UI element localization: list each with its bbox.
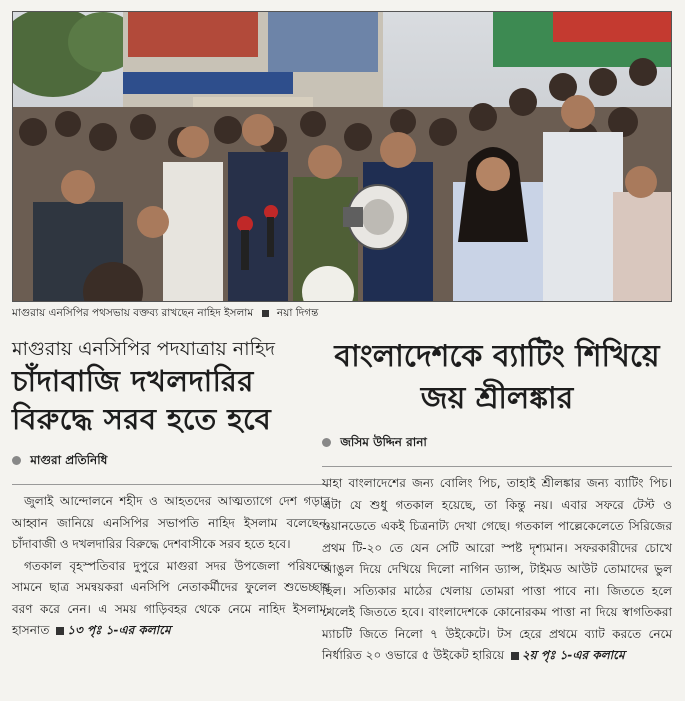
- square-bullet-icon: [56, 627, 64, 635]
- photo-credit: নয়া দিগন্ত: [276, 307, 319, 319]
- bullet-dot-icon: [322, 438, 331, 447]
- right-byline: [322, 434, 672, 454]
- left-body: [12, 491, 330, 642]
- right-body: [322, 473, 672, 667]
- right-continuation[interactable]: [508, 648, 625, 662]
- right-paragraph-1: [322, 473, 672, 667]
- left-kicker: মাগুরায় এনসিপির পদযাত্রায় নাহিদ: [12, 338, 275, 360]
- left-byline-text: মাগুরা প্রতিনিধি: [30, 453, 108, 467]
- left-paragraph-2-text: গতকাল বৃহস্পতিবার দুপুরে মাগুরা সদর উপজেলা পরিষদের সামনে ছাত্র সমন্বয়করা এনসিপি নেতাকর্মীদের ফুলেল শুভেচ্ছায় বরণ করে নেন। এ সময় গাড়িবহর থেকে নেমে নাহিদ ইসলাম, হাসনাত: [12, 558, 330, 637]
- right-continuation-text: ২য় পৃঃ ১-এর কলামে: [521, 648, 625, 662]
- square-bullet-icon: [511, 652, 519, 660]
- left-article: [12, 336, 330, 696]
- left-paragraph-2: [12, 556, 330, 642]
- right-headline[interactable]: বাংলাদেশকে ব্যাটিং শিখিয়ে জয় শ্রীলঙ্কার: [334, 339, 660, 416]
- right-byline-text: জসিম উদ্দিন রানা: [340, 435, 427, 449]
- left-paragraph-1: জুলাই আন্দোলনে শহীদ ও আহতদের আত্মত্যাগে দেশ গড়ার আহ্বান জানিয়ে এনসিপির সভাপতি নাহিদ ইসলাম বলেছেন, চাঁদাবাজী ও দখলদারির বিরুদ্ধে দেশবাসীকে সরব হতে হবে।: [12, 494, 330, 551]
- left-continuation-text: ১৩ পৃঃ ১-এর কলামে: [67, 623, 171, 637]
- caption-text: মাগুরায় এনসিপির পথসভায় বক্তব্য রাখছেন নাহিদ ইসলাম: [12, 307, 254, 319]
- divider: [322, 466, 672, 467]
- left-headline[interactable]: চাঁদাবাজি দখলদারির বিরুদ্ধে সরব হতে হবে: [12, 364, 272, 436]
- left-continuation[interactable]: [53, 623, 170, 637]
- right-article: [322, 336, 672, 696]
- bullet-dot-icon: [12, 456, 21, 465]
- divider: [12, 484, 330, 485]
- news-photo: [12, 11, 672, 302]
- photo-caption: [12, 304, 672, 322]
- right-paragraph-1-text: যাহা বাংলাদেশের জন্য বোলিং পিচ, তাহাই শ্রীলঙ্কার জন্য ব্যাটিং পিচ। এটা যে শুধু গতকাল হয়েছে, তা কিন্তু নয়। এবার সফরে টেস্ট ও ওয়ানডেতে একই চিত্রনাট্য দেখা গেছে। গতকাল পাল্লেকেলেতে সিরিজের প্রথম টি-২০ তে যেন সেটি আরো স্পষ্ট দৃশ্যমান। সফরকারীদের চোখে আঙুল দিয়ে দেখিয়ে দিলো নাগিন ড্যান্স, টাইমড আউট তোমাদের ভুল ছিল। সত্যিকার মাঠের খেলায় তোমরা পাত্তা পাবে না। জিততে হলে খেলেই জিততে হবে। বাংলাদেশকে কোনোরকম পাত্তা না দিয়ে স্বাগতিকরা ম্যাচটি জিতে নিলো ৭ উইকেটে। টস হেরে প্রথমে ব্যাট করতে নেমে নির্ধারিত ২০ ওভারে ৫ উইকেট হারিয়ে: [322, 476, 672, 662]
- left-byline: [12, 452, 330, 472]
- square-bullet-icon: [262, 310, 269, 317]
